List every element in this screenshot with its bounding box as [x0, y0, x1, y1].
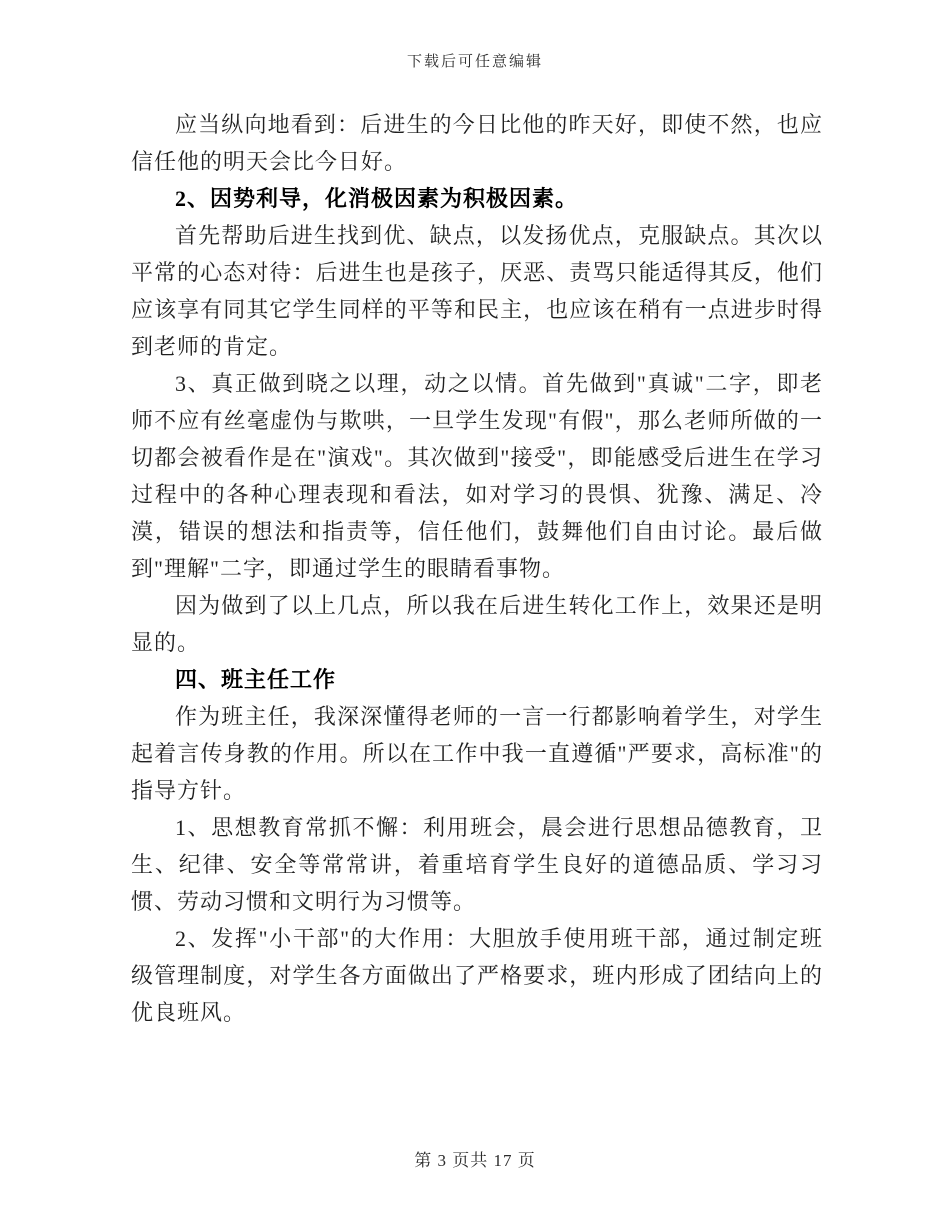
header-note: 下载后可任意编辑 [406, 54, 543, 70]
paragraph-vertical-view: 应当纵向地看到：后进生的今日比他的昨天好，即使不然，也应信任他的明天会比今日好。 [131, 112, 823, 174]
document-body [131, 106, 823, 1031]
paragraph-results: 因为做到了以上几点，所以我在后进生转化工作上，效果还是明显的。 [131, 593, 823, 655]
section-heading-2-guide-by-situation: 2、因势利导，化消极因素为积极因素。 [175, 186, 579, 211]
paragraph-strengths-weaknesses: 首先帮助后进生找到优、缺点，以发扬优点，克服缺点。其次以平常的心态对待：后进生也是孩子，厌恶、责骂只能适得其反，他们应该享有同其它学生同样的平等和民主，也应该在稍有一点进步时得到老师的肯定。 [131, 223, 823, 359]
paragraph-3-reason-and-emotion: 3、真正做到晓之以理，动之以情。首先做到"真诚"二字，即老师不应有丝毫虚伪与欺哄，一旦学生发现"有假"，那么老师所做的一切都会被看作是在"演戏"。其次做到"接受"，即能感受后进生在学习过程中的各种心理表现和看法，如对学习的畏惧、犹豫、满足、冷漠，错误的想法和指责等，信任他们，鼓舞他们自由讨论。最后做到"理解"二字，即通过学生的眼睛看事物。 [131, 371, 823, 581]
footer-page-indicator: 第 3 页共 17 页 [414, 1151, 536, 1170]
paragraph-role-model: 作为班主任，我深深懂得老师的一言一行都影响着学生，对学生起着言传身教的作用。所以在工作中我一直遵循"严要求，高标准"的指导方针。 [131, 704, 823, 803]
paragraph-2-class-cadres: 2、发挥"小干部"的大作用：大胆放手使用班干部，通过制定班级管理制度，对学生各方面做出了严格要求，班内形成了团结向上的优良班风。 [131, 926, 823, 1025]
section-heading-4-head-teacher-work: 四、班主任工作 [175, 667, 337, 692]
paragraph-1-ideological-education: 1、思想教育常抓不懈：利用班会，晨会进行思想品德教育，卫生、纪律、安全等常常讲，着重培育学生良好的道德品质、学习习惯、劳动习惯和文明行为习惯等。 [131, 815, 823, 914]
